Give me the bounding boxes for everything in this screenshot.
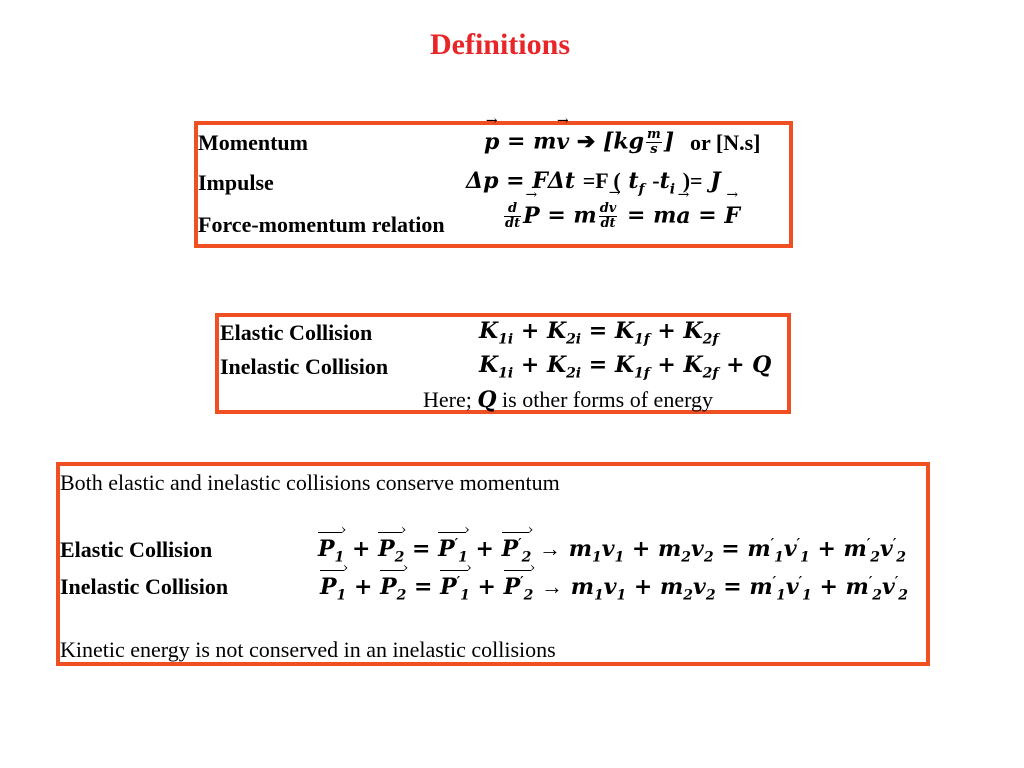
elastic-energy-label: Elastic Collision [220, 320, 373, 345]
momentum-units: or [N.s] [690, 130, 761, 155]
conservation-intro: Both elastic and inelastic collisions conserve momentum [60, 470, 560, 495]
inelastic-energy-equation: $K_{1i} + K_{2i} = K_{1f} + K_{2f} + Q$ [479, 352, 772, 382]
momentum-equation: → p = m→ v ➔ [kg $\frac{m}{s}$ ] [484, 128, 674, 157]
force-momentum-label: Force-momentum relation [198, 212, 445, 237]
inelastic-energy-label: Inelastic Collision [220, 354, 389, 379]
inelastic-collision-label: Inelastic Collision [60, 574, 229, 599]
inelastic-momentum-equation: $P_1$ › + $P_2$ › = $P'_1$ › + $P'_2$ › → $m_1v_1 + m_2v_2 = m'_1v'_1 + m'_2v'_2$ [320, 574, 908, 603]
elastic-collision-label: Elastic Collision [60, 537, 213, 562]
momentum-label: Momentum [198, 130, 308, 155]
elastic-momentum-equation: $P_1$ › + $P_2$ › = $P'_1$ › + $P'_2$ › → $m_1v_1 + m_2v_2 = m'_1v'_1 + m'_2v'_2$ [318, 536, 906, 565]
page-title: Definitions [429, 28, 570, 61]
conservation-footer: Kinetic energy is not conserved in an inelastic collisions [60, 637, 556, 662]
force-momentum-equation: $\frac{d}{dt}$ → P = m $\frac{d\to v}{dt}$ = m→ a = → F [502, 202, 740, 231]
energy-note: Here; Q is other forms of energy [423, 387, 714, 413]
impulse-equation: Δp = FΔt =F ( $t_f$ $-t_i$ )= J [466, 168, 721, 198]
impulse-label: Impulse [198, 170, 274, 195]
elastic-energy-equation: $K_{1i} + K_{2i} = K_{1f} + K_{2f}$ [479, 318, 719, 348]
